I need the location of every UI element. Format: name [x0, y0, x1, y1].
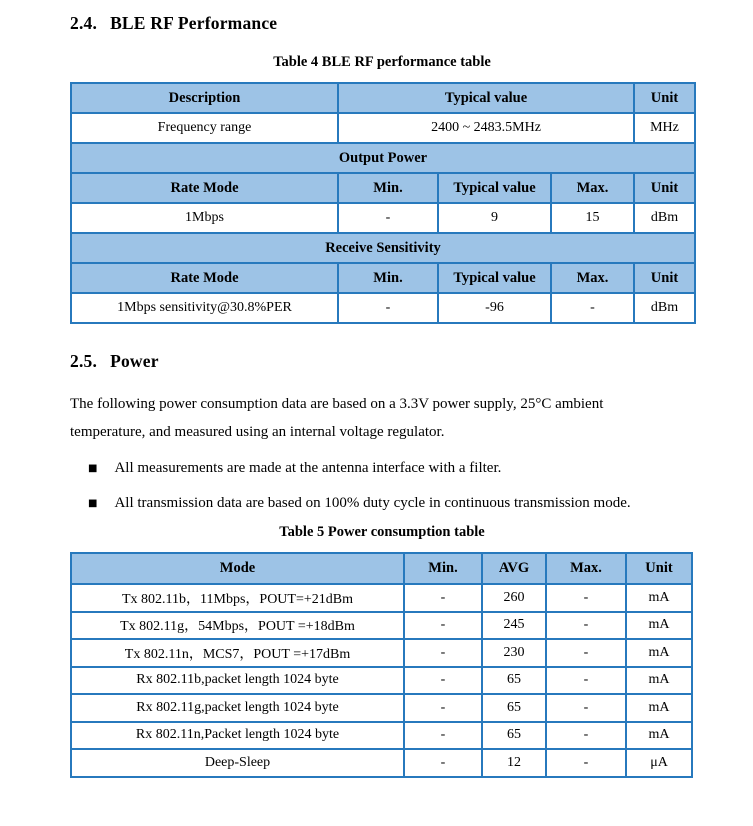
section-number: 2.4. — [70, 13, 98, 33]
table-power — [70, 552, 693, 778]
data-cell: 65 — [482, 667, 546, 695]
data-cell: 65 — [482, 694, 546, 722]
table-row — [71, 722, 692, 750]
data-cell: - — [404, 722, 482, 750]
table-row — [71, 612, 692, 640]
table-row — [71, 293, 695, 323]
data-cell: μA — [626, 749, 692, 777]
data-cell: Deep-Sleep — [71, 749, 404, 777]
data-cell: mA — [626, 667, 692, 695]
table-row — [71, 233, 695, 263]
column-header-cell: Min. — [338, 263, 438, 293]
table-row — [71, 173, 695, 203]
data-cell: mA — [626, 584, 692, 612]
data-cell: - — [338, 293, 438, 323]
column-header-cell: Unit — [626, 553, 692, 584]
data-cell: mA — [626, 722, 692, 750]
data-cell: - — [551, 293, 634, 323]
data-cell: 15 — [551, 203, 634, 233]
column-header-cell: Min. — [338, 173, 438, 203]
table-row — [71, 263, 695, 293]
data-cell: Tx 802.11b，11Mbps，POUT=+21dBm — [71, 584, 404, 612]
table5-caption: Table 5 Power consumption table — [279, 524, 485, 540]
table4-caption: Table 4 BLE RF performance table — [273, 54, 491, 70]
table-row — [71, 203, 695, 233]
table-row — [71, 639, 692, 667]
data-cell: - — [404, 694, 482, 722]
data-cell: 1Mbps sensitivity@30.8%PER — [71, 293, 338, 323]
data-cell: - — [404, 749, 482, 777]
column-header-cell: Typical value — [438, 173, 551, 203]
data-cell: - — [546, 584, 626, 612]
column-header-cell: Unit — [634, 173, 695, 203]
column-header-cell: Unit — [634, 83, 695, 113]
data-cell: mA — [626, 612, 692, 640]
data-cell: MHz — [634, 113, 695, 143]
column-header-cell: Max. — [551, 263, 634, 293]
power-intro-paragraph: The following power consumption data are based on a 3.3V power supply, 25°C ambient temperature, and measured using an internal voltage regulator. — [70, 396, 604, 440]
data-cell: - — [546, 667, 626, 695]
data-cell: - — [338, 203, 438, 233]
section-header-cell: Output Power — [71, 143, 695, 173]
column-header-cell: Mode — [71, 553, 404, 584]
table-ble — [70, 82, 696, 324]
table-row — [71, 749, 692, 777]
data-cell: 260 — [482, 584, 546, 612]
data-cell: - — [546, 722, 626, 750]
column-header-cell: Description — [71, 83, 338, 113]
section-header-cell: Receive Sensitivity — [71, 233, 695, 263]
data-cell: - — [404, 667, 482, 695]
table-row — [71, 143, 695, 173]
section-title: Power — [110, 351, 159, 371]
data-cell: Tx 802.11g，54Mbps，POUT =+18dBm — [71, 612, 404, 640]
column-header-cell: AVG — [482, 553, 546, 584]
table-row — [71, 694, 692, 722]
table-row — [71, 113, 695, 143]
bullet-square-icon: ■ — [88, 463, 98, 474]
data-cell: - — [546, 612, 626, 640]
data-cell: 1Mbps — [71, 203, 338, 233]
section-number: 2.5. — [70, 351, 98, 371]
column-header-cell: Min. — [404, 553, 482, 584]
data-cell: Rx 802.11n,Packet length 1024 byte — [71, 722, 404, 750]
data-cell: - — [404, 612, 482, 640]
data-cell: - — [404, 584, 482, 612]
data-cell: 2400 ~ 2483.5MHz — [338, 113, 634, 143]
bullet-text: All transmission data are based on 100% duty cycle in continuous transmission mode. — [114, 495, 631, 511]
column-header-cell: Typical value — [438, 263, 551, 293]
data-cell: mA — [626, 694, 692, 722]
data-cell: -96 — [438, 293, 551, 323]
data-cell: Rx 802.11g,packet length 1024 byte — [71, 694, 404, 722]
data-cell: dBm — [634, 203, 695, 233]
section-title: BLE RF Performance — [110, 13, 278, 33]
data-cell: Rx 802.11b,packet length 1024 byte — [71, 667, 404, 695]
data-cell: 245 — [482, 612, 546, 640]
table4-container — [70, 82, 694, 324]
data-cell: dBm — [634, 293, 695, 323]
column-header-cell: Typical value — [338, 83, 634, 113]
data-cell: Tx 802.11n，MCS7，POUT =+17dBm — [71, 639, 404, 667]
bullet-item — [70, 457, 694, 481]
column-header-cell: Rate Mode — [71, 173, 338, 203]
data-cell: - — [546, 639, 626, 667]
bullet-square-icon: ■ — [88, 498, 98, 509]
table-row — [71, 553, 692, 584]
data-cell: - — [404, 639, 482, 667]
data-cell: 230 — [482, 639, 546, 667]
data-cell: 12 — [482, 749, 546, 777]
bullet-text: All measurements are made at the antenna interface with a filter. — [114, 460, 502, 476]
column-header-cell: Rate Mode — [71, 263, 338, 293]
column-header-cell: Max. — [551, 173, 634, 203]
data-cell: Frequency range — [71, 113, 338, 143]
table-row — [71, 83, 695, 113]
column-header-cell: Unit — [634, 263, 695, 293]
data-cell: - — [546, 694, 626, 722]
section-heading-ble — [70, 0, 694, 35]
table5-container — [70, 552, 694, 778]
section-heading-power — [70, 349, 694, 373]
bullet-item — [70, 492, 694, 516]
data-cell: 9 — [438, 203, 551, 233]
column-header-cell: Max. — [546, 553, 626, 584]
data-cell: - — [546, 749, 626, 777]
table-row — [71, 584, 692, 612]
data-cell: 65 — [482, 722, 546, 750]
data-cell: mA — [626, 639, 692, 667]
table-row — [71, 667, 692, 695]
